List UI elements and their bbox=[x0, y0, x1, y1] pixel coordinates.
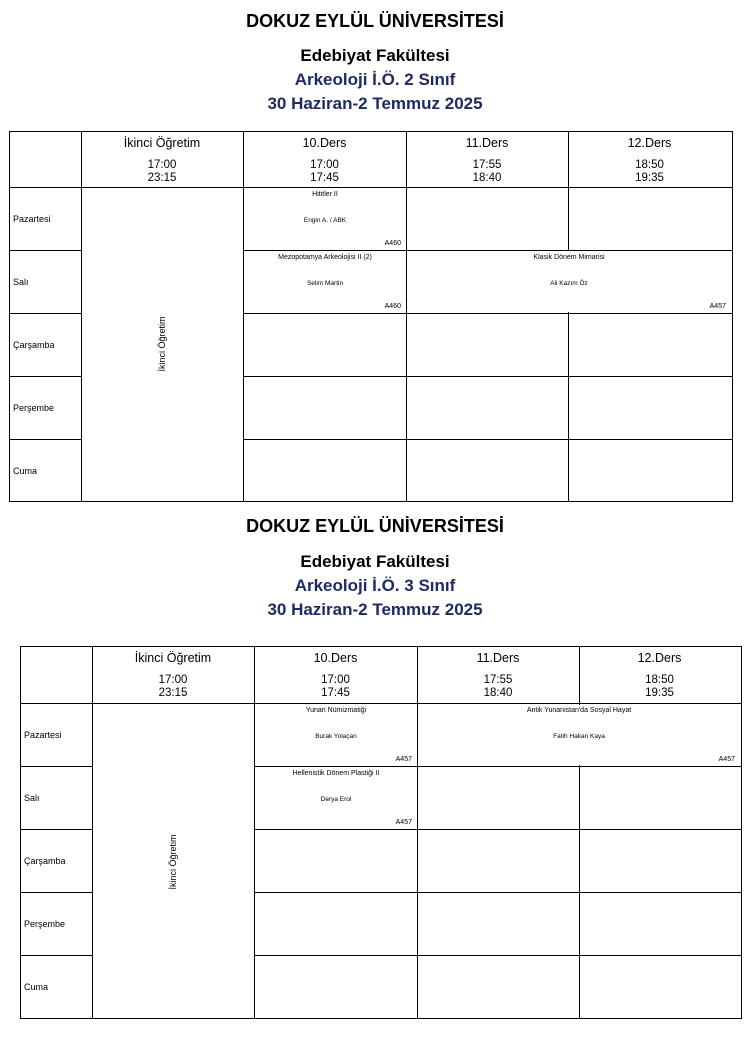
column-name: 11.Ders bbox=[465, 136, 509, 150]
column-start-time: 17:00 bbox=[147, 159, 177, 171]
grid-line bbox=[21, 892, 92, 893]
timetable bbox=[20, 646, 742, 1019]
grid-line bbox=[10, 439, 81, 440]
column-name: 12.Ders bbox=[627, 136, 672, 150]
day-label: Perşembe bbox=[24, 919, 66, 929]
university-title: DOKUZ EYLÜL ÜNİVERSİTESİ bbox=[246, 11, 504, 31]
column-header bbox=[417, 647, 579, 700]
course-cell[interactable] bbox=[244, 251, 406, 313]
column-header bbox=[579, 647, 740, 700]
grid-line bbox=[243, 313, 732, 314]
program-title: Arkeoloji İ.Ö. 3 Sınıf bbox=[294, 576, 456, 595]
day-label: Çarşamba bbox=[13, 340, 55, 350]
column-header bbox=[92, 647, 254, 700]
faculty-title: Edebiyat Fakültesi bbox=[300, 552, 450, 571]
day-label: Salı bbox=[24, 793, 40, 803]
column-header bbox=[243, 132, 406, 185]
day-label: Pazartesi bbox=[24, 730, 62, 740]
column-start-time: 18:50 bbox=[635, 159, 664, 171]
course-name: Hititler II bbox=[312, 191, 338, 198]
day-label: Pazartesi bbox=[13, 214, 51, 224]
course-cell[interactable] bbox=[255, 704, 417, 766]
faculty-title: Edebiyat Fakültesi bbox=[300, 46, 450, 65]
course-cell[interactable] bbox=[407, 251, 731, 313]
column-end-time: 19:35 bbox=[635, 172, 664, 184]
column-end-time: 17:45 bbox=[321, 687, 350, 699]
column-header bbox=[568, 132, 731, 185]
column-end-time: 19:35 bbox=[645, 687, 674, 699]
column-start-time: 17:00 bbox=[321, 674, 350, 686]
column-name: İkinci Öğretim bbox=[134, 651, 212, 665]
course-teacher: Engin A. / ABK bbox=[303, 217, 347, 224]
grid-line bbox=[243, 439, 732, 440]
column-header bbox=[406, 132, 568, 185]
side-label: İkinci Öğretim bbox=[157, 316, 167, 372]
schedule-2nd-year bbox=[0, 0, 750, 505]
course-room: A457 bbox=[718, 756, 735, 763]
grid-line bbox=[10, 313, 81, 314]
column-name: 10.Ders bbox=[313, 651, 358, 665]
column-end-time: 23:15 bbox=[158, 687, 188, 699]
course-name: Mezopotamya Arkeolojisi II (2) bbox=[278, 254, 372, 261]
day-label: Salı bbox=[13, 277, 29, 287]
side-label: İkinci Öğretim bbox=[168, 834, 178, 890]
timetable bbox=[9, 131, 733, 502]
column-start-time: 18:50 bbox=[645, 674, 674, 686]
program-title: Arkeoloji İ.Ö. 2 Sınıf bbox=[294, 70, 456, 89]
course-name: Hellenistik Dönem Plastiği II bbox=[292, 770, 380, 777]
column-start-time: 17:55 bbox=[483, 674, 513, 686]
grid-line bbox=[254, 829, 741, 830]
course-room: A457 bbox=[709, 303, 726, 310]
day-label: Çarşamba bbox=[24, 856, 66, 866]
column-header bbox=[254, 647, 417, 700]
course-room: A457 bbox=[395, 819, 412, 826]
course-room: A460 bbox=[384, 303, 401, 310]
column-end-time: 17:45 bbox=[310, 172, 339, 184]
date-range: 30 Haziran-2 Temmuz 2025 bbox=[267, 94, 483, 113]
column-start-time: 17:00 bbox=[310, 159, 339, 171]
grid-line bbox=[10, 376, 81, 377]
column-end-time: 23:15 bbox=[147, 172, 177, 184]
column-end-time: 18:40 bbox=[472, 172, 502, 184]
course-cell[interactable] bbox=[244, 188, 406, 250]
course-name: Klasik Dönem Mimarisi bbox=[533, 254, 605, 261]
grid-line bbox=[21, 955, 92, 956]
column-name: 12.Ders bbox=[637, 651, 682, 665]
course-teacher: Selim Martin bbox=[306, 280, 344, 287]
day-label: Perşembe bbox=[13, 403, 55, 413]
course-name: Antik Yunanistan'da Sosyal Hayat bbox=[526, 707, 632, 714]
column-name: İkinci Öğretim bbox=[123, 136, 201, 150]
course-room: A457 bbox=[395, 756, 412, 763]
column-end-time: 18:40 bbox=[483, 687, 513, 699]
grid-line bbox=[21, 829, 92, 830]
grid-line bbox=[21, 766, 92, 767]
date-range: 30 Haziran-2 Temmuz 2025 bbox=[267, 600, 483, 619]
grid-line bbox=[254, 892, 741, 893]
course-name: Yunan Nümizmatiği bbox=[305, 707, 367, 714]
schedule-3rd-year bbox=[0, 505, 750, 1050]
column-start-time: 17:55 bbox=[472, 159, 502, 171]
course-teacher: Burak Yolaçan bbox=[315, 733, 357, 740]
column-header bbox=[81, 132, 243, 185]
grid-line bbox=[10, 250, 81, 251]
university-title: DOKUZ EYLÜL ÜNİVERSİTESİ bbox=[246, 516, 504, 536]
course-teacher: Ali Kazım Öz bbox=[550, 280, 588, 287]
column-name: 11.Ders bbox=[476, 651, 520, 665]
column-start-time: 17:00 bbox=[158, 674, 188, 686]
grid-line bbox=[254, 955, 741, 956]
course-cell[interactable] bbox=[418, 704, 740, 766]
day-label: Cuma bbox=[24, 982, 49, 992]
course-cell[interactable] bbox=[255, 767, 417, 829]
course-room: A460 bbox=[384, 240, 401, 247]
course-teacher: Derya Erol bbox=[320, 796, 352, 803]
course-teacher: Fatih Hakan Kaya bbox=[553, 733, 605, 740]
grid-line bbox=[243, 376, 732, 377]
day-label: Cuma bbox=[13, 466, 38, 476]
column-name: 10.Ders bbox=[302, 136, 347, 150]
